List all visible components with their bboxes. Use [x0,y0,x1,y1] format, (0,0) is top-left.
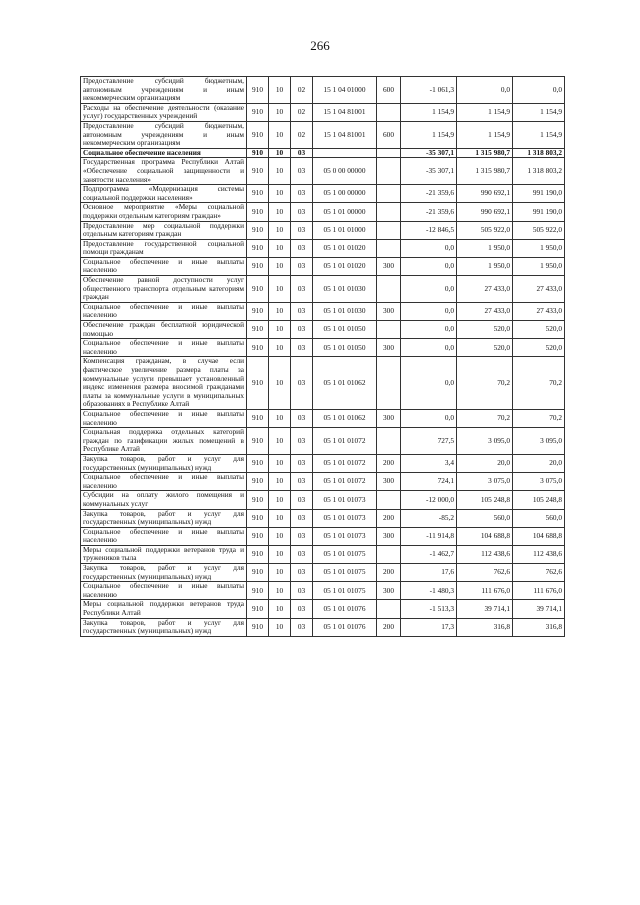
admin-code-cell: 910 [247,276,269,303]
target-article-cell: 05 1 01 01062 [313,357,377,410]
table-row [81,321,565,339]
table-row [81,239,565,257]
section-code-cell: 10 [269,77,291,104]
expense-type-cell [377,428,401,455]
subsection-code-cell: 03 [291,148,313,158]
row-name-cell: Подпрограмма «Модернизация системы социальной поддержки населения» [81,185,247,203]
section-code-cell: 10 [269,302,291,320]
amount-cell-3: 27 433,0 [513,302,565,320]
target-article-cell: 15 1 04 81001 [313,121,377,148]
table-row [81,409,565,427]
amount-cell-3: 3 075,0 [513,473,565,491]
target-article-cell: 05 1 01 01072 [313,473,377,491]
table-row [81,428,565,455]
amount-cell-2: 3 095,0 [457,428,513,455]
admin-code-cell: 910 [247,545,269,563]
amount-cell-3: 505 922,0 [513,221,565,239]
subsection-code-cell: 03 [291,357,313,410]
target-article-cell: 05 1 01 01073 [313,509,377,527]
target-article-cell: 05 1 01 01073 [313,491,377,509]
row-name-cell: Социальная поддержка отдельных категорий граждан по газификации жилых помещений в Республике Алтай [81,428,247,455]
target-article-cell: 15 1 04 01000 [313,77,377,104]
amount-cell-2: 20,0 [457,454,513,472]
target-article-cell: 05 1 01 01076 [313,618,377,636]
row-name-cell: Социальное обеспечение и иные выплаты населению [81,339,247,357]
row-name-cell: Социальное обеспечение и иные выплаты населению [81,257,247,275]
amount-cell-1: 0,0 [401,321,457,339]
target-article-cell: 05 1 01 01030 [313,302,377,320]
section-code-cell: 10 [269,121,291,148]
amount-cell-1: 17,6 [401,564,457,582]
amount-cell-3: 1 318 803,2 [513,148,565,158]
budget-table [80,76,565,637]
page-number: 266 [310,38,330,53]
subsection-code-cell: 03 [291,527,313,545]
amount-cell-3: 20,0 [513,454,565,472]
subsection-code-cell: 03 [291,257,313,275]
section-code-cell: 10 [269,582,291,600]
row-name-cell: Меры социальной поддержки ветеранов труда и тружеников тыла [81,545,247,563]
amount-cell-3: 1 950,0 [513,257,565,275]
target-article-cell: 05 1 01 01072 [313,428,377,455]
subsection-code-cell: 03 [291,158,313,185]
subsection-code-cell: 03 [291,454,313,472]
section-code-cell: 10 [269,321,291,339]
admin-code-cell: 910 [247,509,269,527]
expense-type-cell [377,276,401,303]
amount-cell-2: 505 922,0 [457,221,513,239]
admin-code-cell: 910 [247,339,269,357]
subsection-code-cell: 03 [291,600,313,618]
table-row [81,302,565,320]
amount-cell-1: 0,0 [401,409,457,427]
target-article-cell: 05 1 01 01075 [313,582,377,600]
row-name-cell: Субсидии на оплату жилого помещения и коммунальных услуг [81,491,247,509]
target-article-cell: 05 1 00 00000 [313,185,377,203]
target-article-cell: 05 1 01 01050 [313,339,377,357]
expense-type-cell [377,103,401,121]
admin-code-cell: 910 [247,473,269,491]
admin-code-cell: 910 [247,121,269,148]
row-name-cell: Меры социальной поддержки ветеранов труда Республики Алтай [81,600,247,618]
expense-type-cell [377,185,401,203]
table-row [81,564,565,582]
admin-code-cell: 910 [247,454,269,472]
amount-cell-1: -11 914,8 [401,527,457,545]
amount-cell-1: -21 359,6 [401,203,457,221]
table-row [81,527,565,545]
expense-type-cell: 300 [377,339,401,357]
admin-code-cell: 910 [247,77,269,104]
amount-cell-2: 104 688,8 [457,527,513,545]
section-code-cell: 10 [269,239,291,257]
amount-cell-1: -12 846,5 [401,221,457,239]
subsection-code-cell: 03 [291,409,313,427]
section-code-cell: 10 [269,473,291,491]
table-row [81,203,565,221]
expense-type-cell [377,148,401,158]
section-code-cell: 10 [269,276,291,303]
amount-cell-1: 1 154,9 [401,121,457,148]
subsection-code-cell: 03 [291,203,313,221]
admin-code-cell: 910 [247,239,269,257]
amount-cell-1: -1 513,3 [401,600,457,618]
amount-cell-1: 0,0 [401,302,457,320]
table-row [81,185,565,203]
admin-code-cell: 910 [247,203,269,221]
target-article-cell: 15 1 04 81001 [313,103,377,121]
admin-code-cell: 910 [247,409,269,427]
amount-cell-2: 762,6 [457,564,513,582]
amount-cell-1: 17,3 [401,618,457,636]
table-row [81,618,565,636]
admin-code-cell: 910 [247,564,269,582]
row-name-cell: Предоставление субсидий бюджетным, автономным учреждениям и иным некоммерческим организациям [81,121,247,148]
amount-cell-2: 520,0 [457,321,513,339]
amount-cell-1: -21 359,6 [401,185,457,203]
section-code-cell: 10 [269,600,291,618]
amount-cell-3: 560,0 [513,509,565,527]
amount-cell-1: 1 154,9 [401,103,457,121]
admin-code-cell: 910 [247,302,269,320]
amount-cell-1: -1 480,3 [401,582,457,600]
table-row [81,121,565,148]
subsection-code-cell: 03 [291,564,313,582]
section-code-cell: 10 [269,428,291,455]
expense-type-cell: 200 [377,509,401,527]
admin-code-cell: 910 [247,582,269,600]
expense-type-cell [377,491,401,509]
amount-cell-2: 1 950,0 [457,239,513,257]
amount-cell-2: 27 433,0 [457,276,513,303]
amount-cell-2: 316,8 [457,618,513,636]
table-row [81,582,565,600]
amount-cell-2: 990 692,1 [457,203,513,221]
target-article-cell: 05 1 01 01073 [313,527,377,545]
expense-type-cell [377,321,401,339]
admin-code-cell: 910 [247,491,269,509]
amount-cell-1: -85,2 [401,509,457,527]
expense-type-cell: 300 [377,257,401,275]
amount-cell-3: 3 095,0 [513,428,565,455]
amount-cell-2: 3 075,0 [457,473,513,491]
target-article-cell: 05 1 01 00000 [313,203,377,221]
amount-cell-2: 1 950,0 [457,257,513,275]
target-article-cell: 05 1 01 01076 [313,600,377,618]
amount-cell-2: 0,0 [457,77,513,104]
amount-cell-3: 104 688,8 [513,527,565,545]
amount-cell-3: 1 318 803,2 [513,158,565,185]
table-row [81,77,565,104]
row-name-cell: Обеспечение равной доступности услуг общественного транспорта отдельным категориям граждан [81,276,247,303]
amount-cell-1: 0,0 [401,357,457,410]
subsection-code-cell: 03 [291,321,313,339]
amount-cell-3: 0,0 [513,77,565,104]
amount-cell-3: 112 438,6 [513,545,565,563]
subsection-code-cell: 03 [291,428,313,455]
subsection-code-cell: 03 [291,491,313,509]
amount-cell-1: -35 307,1 [401,148,457,158]
row-name-cell: Социальное обеспечение и иные выплаты населению [81,409,247,427]
row-name-cell: Расходы на обеспечение деятельности (оказание услуг) государственных учреждений [81,103,247,121]
table-row [81,357,565,410]
amount-cell-3: 1 154,9 [513,103,565,121]
subsection-code-cell: 03 [291,185,313,203]
table-row [81,103,565,121]
target-article-cell: 05 1 01 01072 [313,454,377,472]
expense-type-cell: 300 [377,302,401,320]
section-code-cell: 10 [269,564,291,582]
amount-cell-2: 1 154,9 [457,103,513,121]
amount-cell-2: 1 315 980,7 [457,158,513,185]
amount-cell-1: 0,0 [401,239,457,257]
target-article-cell: 05 1 01 01075 [313,564,377,582]
admin-code-cell: 910 [247,527,269,545]
row-name-cell: Предоставление государственной социальной помощи гражданам [81,239,247,257]
table-row [81,454,565,472]
amount-cell-1: 727,5 [401,428,457,455]
table-row [81,158,565,185]
subsection-code-cell: 02 [291,77,313,104]
target-article-cell: 05 1 01 01020 [313,257,377,275]
amount-cell-1: 0,0 [401,276,457,303]
expense-type-cell: 300 [377,409,401,427]
row-name-cell: Государственная программа Республики Алтай «Обеспечение социальной защищенности и занятости населения» [81,158,247,185]
expense-type-cell [377,239,401,257]
amount-cell-3: 1 154,9 [513,121,565,148]
amount-cell-1: -1 061,3 [401,77,457,104]
expense-type-cell [377,545,401,563]
expense-type-cell: 300 [377,473,401,491]
admin-code-cell: 910 [247,148,269,158]
row-name-cell: Основное мероприятие «Меры социальной поддержки отдельным категориям граждан» [81,203,247,221]
amount-cell-3: 39 714,1 [513,600,565,618]
table-row [81,339,565,357]
section-code-cell: 10 [269,491,291,509]
subsection-code-cell: 03 [291,339,313,357]
subsection-code-cell: 03 [291,221,313,239]
admin-code-cell: 910 [247,357,269,410]
section-code-cell: 10 [269,148,291,158]
row-name-cell: Социальное обеспечение и иные выплаты населению [81,582,247,600]
amount-cell-1: -35 307,1 [401,158,457,185]
section-code-cell: 10 [269,527,291,545]
amount-cell-3: 70,2 [513,357,565,410]
section-code-cell: 10 [269,545,291,563]
subsection-code-cell: 02 [291,121,313,148]
expense-type-cell: 300 [377,527,401,545]
target-article-cell [313,148,377,158]
table-body [81,77,565,637]
amount-cell-2: 111 676,0 [457,582,513,600]
table-row [81,509,565,527]
amount-cell-1: -12 000,0 [401,491,457,509]
amount-cell-3: 520,0 [513,321,565,339]
subsection-code-cell: 03 [291,509,313,527]
expense-type-cell [377,221,401,239]
row-name-cell: Закупка товаров, работ и услуг для государственных (муниципальных) нужд [81,564,247,582]
expense-type-cell: 600 [377,121,401,148]
section-code-cell: 10 [269,185,291,203]
admin-code-cell: 910 [247,321,269,339]
amount-cell-2: 520,0 [457,339,513,357]
amount-cell-3: 105 248,8 [513,491,565,509]
amount-cell-3: 991 190,0 [513,185,565,203]
subsection-code-cell: 03 [291,618,313,636]
row-name-cell: Закупка товаров, работ и услуг для государственных (муниципальных) нужд [81,618,247,636]
admin-code-cell: 910 [247,428,269,455]
expense-type-cell: 200 [377,564,401,582]
row-name-cell: Компенсация гражданам, в случае если фактическое увеличение размера платы за коммунальные услуги превышает установленный индекс изменения размера вносимой гражданами платы за коммунальные услуги в муниципальных образованиях в Республике Алтай [81,357,247,410]
amount-cell-1: 3,4 [401,454,457,472]
amount-cell-2: 70,2 [457,357,513,410]
section-code-cell: 10 [269,357,291,410]
section-code-cell: 10 [269,203,291,221]
expense-type-cell: 200 [377,454,401,472]
subsection-code-cell: 03 [291,239,313,257]
table-row [81,221,565,239]
amount-cell-3: 316,8 [513,618,565,636]
table-row [81,276,565,303]
amount-cell-2: 560,0 [457,509,513,527]
subsection-code-cell: 03 [291,302,313,320]
row-name-cell: Социальное обеспечение и иные выплаты населению [81,527,247,545]
table-row [81,473,565,491]
amount-cell-3: 111 676,0 [513,582,565,600]
expense-type-cell [377,357,401,410]
amount-cell-3: 762,6 [513,564,565,582]
section-code-cell: 10 [269,257,291,275]
section-code-cell: 10 [269,158,291,185]
expense-type-cell [377,203,401,221]
subsection-code-cell: 03 [291,545,313,563]
amount-cell-2: 70,2 [457,409,513,427]
target-article-cell: 05 1 01 01020 [313,239,377,257]
amount-cell-3: 520,0 [513,339,565,357]
expense-type-cell [377,600,401,618]
section-code-cell: 10 [269,221,291,239]
amount-cell-2: 27 433,0 [457,302,513,320]
amount-cell-2: 1 154,9 [457,121,513,148]
table-row [81,545,565,563]
table-row [81,600,565,618]
amount-cell-1: 0,0 [401,339,457,357]
target-article-cell: 05 1 01 01030 [313,276,377,303]
section-code-cell: 10 [269,103,291,121]
amount-cell-1: 724,1 [401,473,457,491]
admin-code-cell: 910 [247,600,269,618]
section-code-cell: 10 [269,339,291,357]
amount-cell-1: -1 462,7 [401,545,457,563]
amount-cell-1: 0,0 [401,257,457,275]
amount-cell-2: 990 692,1 [457,185,513,203]
row-name-cell: Закупка товаров, работ и услуг для государственных (муниципальных) нужд [81,454,247,472]
section-code-cell: 10 [269,454,291,472]
row-name-cell: Закупка товаров, работ и услуг для государственных (муниципальных) нужд [81,509,247,527]
target-article-cell: 05 1 01 01050 [313,321,377,339]
row-name-cell: Социальное обеспечение и иные выплаты населению [81,473,247,491]
amount-cell-2: 1 315 980,7 [457,148,513,158]
table-row [81,257,565,275]
row-name-cell: Предоставление субсидий бюджетным, автономным учреждениям и иным некоммерческим организациям [81,77,247,104]
section-code-cell: 10 [269,509,291,527]
target-article-cell: 05 1 01 01000 [313,221,377,239]
admin-code-cell: 910 [247,618,269,636]
subsection-code-cell: 03 [291,276,313,303]
amount-cell-3: 1 950,0 [513,239,565,257]
target-article-cell: 05 1 01 01075 [313,545,377,563]
amount-cell-3: 70,2 [513,409,565,427]
target-article-cell: 05 0 00 00000 [313,158,377,185]
admin-code-cell: 910 [247,221,269,239]
expense-type-cell: 300 [377,582,401,600]
amount-cell-3: 27 433,0 [513,276,565,303]
admin-code-cell: 910 [247,103,269,121]
expense-type-cell: 600 [377,77,401,104]
admin-code-cell: 910 [247,257,269,275]
subsection-code-cell: 03 [291,582,313,600]
subsection-code-cell: 02 [291,103,313,121]
row-name-cell: Социальное обеспечение и иные выплаты населению [81,302,247,320]
table-row [81,491,565,509]
section-code-cell: 10 [269,409,291,427]
admin-code-cell: 910 [247,158,269,185]
amount-cell-2: 105 248,8 [457,491,513,509]
target-article-cell: 05 1 01 01062 [313,409,377,427]
subsection-code-cell: 03 [291,473,313,491]
amount-cell-2: 112 438,6 [457,545,513,563]
row-name-cell: Обеспечение граждан бесплатной юридической помощью [81,321,247,339]
table-row [81,148,565,158]
admin-code-cell: 910 [247,185,269,203]
expense-type-cell [377,158,401,185]
row-name-cell: Предоставление мер социальной поддержки отдельным категориям граждан [81,221,247,239]
section-code-cell: 10 [269,618,291,636]
expense-type-cell: 200 [377,618,401,636]
amount-cell-2: 39 714,1 [457,600,513,618]
row-name-cell: Социальное обеспечение населения [81,148,247,158]
amount-cell-3: 991 190,0 [513,203,565,221]
